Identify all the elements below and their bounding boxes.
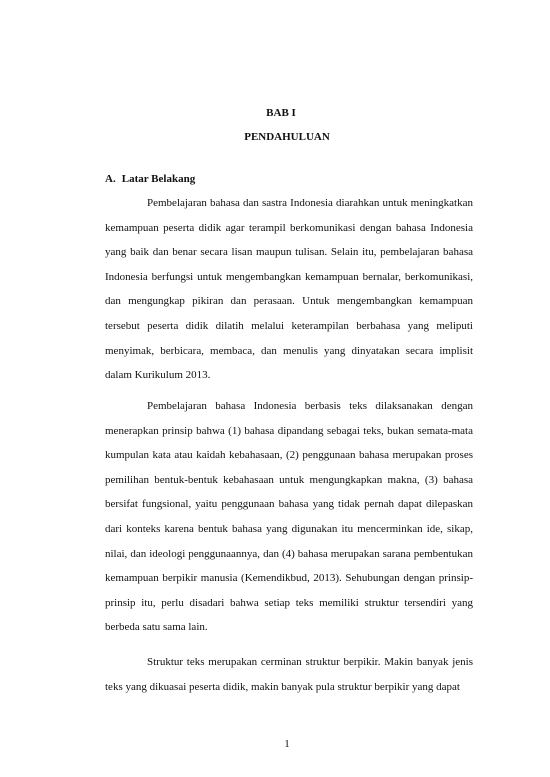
chapter-label: BAB I [266,107,296,119]
section-heading [105,172,195,186]
paragraph-2: Pembelajaran bahasa Indonesia berbasis teks dilaksanakan dengan menerapkan prinsip bahwa (1) bahasa dipandang sebagai teks, bukan semata-mata kumpulan kata atau kaidah kebahasaan, (2) penggunaan bahasa merupakan proses pemilihan bentuk-bentuk kebahasaan untuk mengungkapkan makna, (3) bahasa bersifat fungsional, yaitu penggunaan bahasa yang tidak pernah dapat dilepaskan dari konteks karena bentuk bahasa yang digunakan itu mencerminkan ide, sikap, nilai, dan ideologi penggunaannya, dan (4) bahasa merupakan sarana pembentukan kemampuan berpikir manusia (Kemendikbud, 2013). Sehubungan dengan prinsip-prinsip itu, perlu disadari bahwa setiap teks memiliki struktur tersendiri yang berbeda satu sama lain. [105,400,473,634]
paragraph-1: Pembelajaran bahasa dan sastra Indonesia diarahkan untuk meningkatkan kemampuan peserta didik agar terampil berkomunikasi dengan bahasa Indonesia yang baik dan benar secara lisan maupun tulisan. Selain itu, pembelajaran bahasa Indonesia berfungsi untuk mengembangkan kemampuan bernalar, berkomunikasi, dan mengungkap pikiran dan perasaan. Untuk mengembangkan kemampuan tersebut peserta didik dilatih melalui keterampilan berbahasa yang meliputi menyimak, berbicara, membaca, dan menulis yang dinyatakan secara implisit dalam Kurikulum 2013. [105,197,473,382]
section-label: A. [105,173,116,185]
page-number: 1 [284,738,290,750]
section-title: Latar Belakang [121,173,196,185]
paragraph-3: Struktur teks merupakan cerminan struktur berpikir. Makin banyak jenis teks yang dikuasai peserta didik, makin banyak pula struktur berpikir yang dapat [105,656,473,693]
chapter-title: PENDAHULUAN [244,131,330,143]
